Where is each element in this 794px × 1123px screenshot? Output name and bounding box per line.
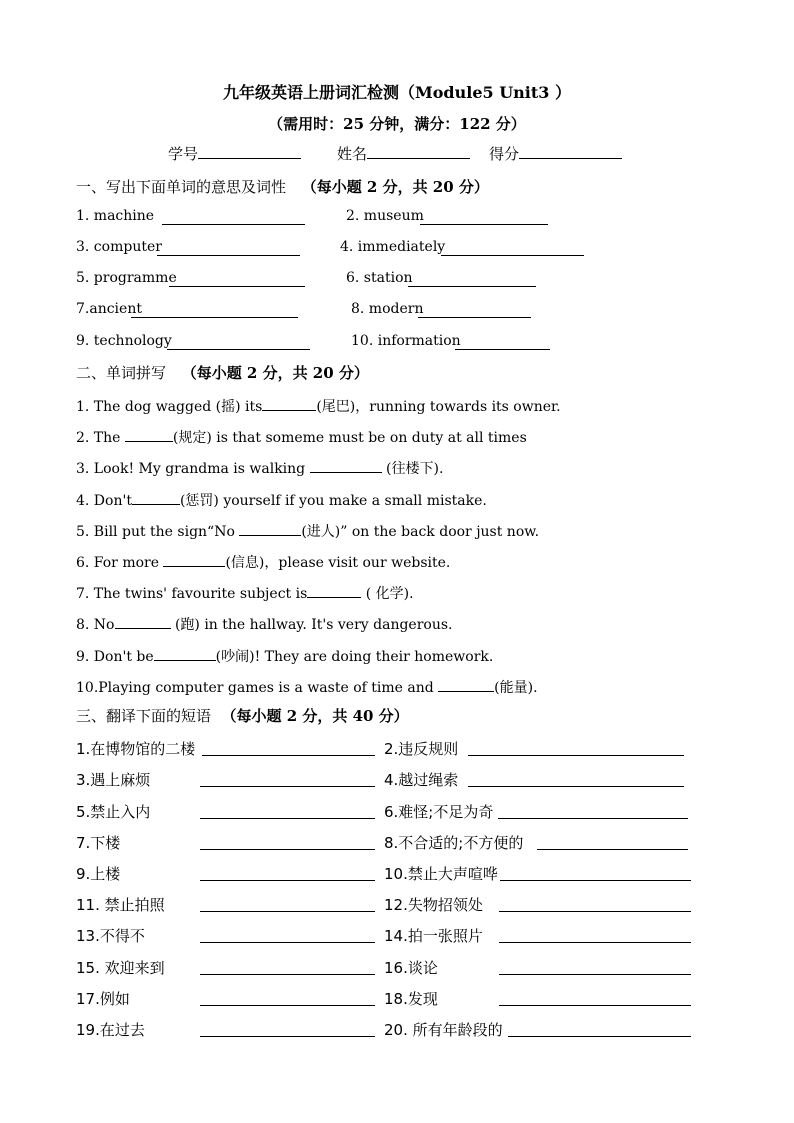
- s3-answer-blank[interactable]: [200, 1005, 375, 1006]
- s2-answer-blank[interactable]: [163, 552, 225, 567]
- s3-item-13: 13.不得不: [76, 927, 145, 945]
- s3-item-9: 9.上楼: [76, 865, 121, 883]
- s3-item-14: 14.拍一张照片: [384, 927, 483, 945]
- s2-answer-blank[interactable]: [132, 490, 180, 505]
- s1-answer-blank[interactable]: [418, 317, 531, 318]
- s3-answer-blank[interactable]: [200, 911, 375, 912]
- s2-item-10: 10.Playing computer games is a waste of time and (能量).: [76, 677, 538, 697]
- s1-item-5: 5. programme: [76, 270, 177, 286]
- s2-item-1: 1. The dog wagged (摇) its (尾巴)，running towards its owner.: [76, 396, 561, 416]
- s3-answer-blank[interactable]: [499, 942, 691, 943]
- student-id-label: 学号: [168, 145, 199, 163]
- s1-item-1: 1. machine: [76, 208, 155, 224]
- s3-item-11: 11. 禁止拍照: [76, 896, 165, 914]
- s2-answer-blank[interactable]: [125, 427, 173, 442]
- page-title: 九年级英语上册词汇检测（Module5 Unit3 ）: [223, 83, 571, 102]
- s2-answer-blank[interactable]: [310, 458, 382, 473]
- name-label: 姓名: [337, 145, 368, 163]
- s1-answer-blank[interactable]: [455, 349, 550, 350]
- s3-item-3: 3.遇上麻烦: [76, 771, 151, 789]
- s2-item-2: 2. The (规定) is that someme must be on duty at all times: [76, 427, 527, 447]
- s3-item-5: 5.禁止入内: [76, 803, 151, 821]
- s1-item-3: 3. computer: [76, 239, 162, 255]
- s2-answer-blank[interactable]: [262, 396, 316, 411]
- s1-item-4: 4. immediately: [340, 239, 446, 255]
- s3-answer-blank[interactable]: [200, 849, 375, 850]
- s3-item-2: 2.违反规则: [384, 740, 459, 758]
- s3-item-12: 12.失物招领处: [384, 896, 483, 914]
- student-id-blank[interactable]: [198, 144, 301, 159]
- section3-points: （每小题 2 分，共 40 分）: [221, 707, 409, 725]
- section1-title: 一、写出下面单词的意思及词性: [76, 178, 287, 196]
- s3-answer-blank[interactable]: [537, 849, 688, 850]
- s3-answer-blank[interactable]: [508, 1036, 691, 1037]
- s2-item-9: 9. Don't be (吵闹)! They are doing their homework.: [76, 646, 493, 666]
- s1-item-6: 6. station: [346, 270, 413, 286]
- s1-item-9: 9. technology: [76, 333, 172, 349]
- s2-item-8: 8. No (跑) in the hallway. It's very dangerous.: [76, 614, 452, 634]
- s3-answer-blank[interactable]: [200, 786, 375, 787]
- section1-heading: [76, 176, 489, 197]
- s3-answer-blank[interactable]: [500, 880, 691, 881]
- score-field[interactable]: [489, 143, 622, 164]
- s2-item-7: 7. The twins' favourite subject is ( 化学).: [76, 583, 414, 603]
- section3-heading: [76, 705, 409, 726]
- s1-item-2: 2. museum: [346, 208, 424, 224]
- name-blank[interactable]: [367, 144, 470, 159]
- s3-answer-blank[interactable]: [200, 1036, 375, 1037]
- s1-answer-blank[interactable]: [157, 255, 300, 256]
- s3-answer-blank[interactable]: [200, 818, 375, 819]
- s1-item-10: 10. information: [351, 333, 461, 349]
- s1-answer-blank[interactable]: [131, 317, 298, 318]
- s1-answer-blank[interactable]: [167, 349, 310, 350]
- s3-answer-blank[interactable]: [498, 818, 688, 819]
- s2-answer-blank[interactable]: [115, 614, 171, 629]
- s2-answer-blank[interactable]: [239, 521, 301, 536]
- page-subtitle: （需用时：25 分钟，满分：122 分）: [268, 115, 526, 133]
- s3-answer-blank[interactable]: [499, 1005, 691, 1006]
- s3-item-15: 15. 欢迎来到: [76, 959, 165, 977]
- s3-answer-blank[interactable]: [468, 786, 684, 787]
- s3-answer-blank[interactable]: [200, 942, 375, 943]
- score-blank[interactable]: [519, 144, 622, 159]
- s1-answer-blank[interactable]: [441, 255, 584, 256]
- s1-answer-blank[interactable]: [169, 286, 305, 287]
- s3-item-7: 7.下楼: [76, 834, 121, 852]
- s3-answer-blank[interactable]: [499, 911, 691, 912]
- s3-item-18: 18.发现: [384, 990, 438, 1008]
- section2-points: （每小题 2 分，共 20 分）: [181, 364, 369, 382]
- s3-answer-blank[interactable]: [200, 974, 375, 975]
- s3-answer-blank[interactable]: [200, 880, 375, 881]
- s2-item-5: 5. Bill put the sign“No (进人)” on the back door just now.: [76, 521, 539, 541]
- section3-title: 三、翻译下面的短语: [76, 707, 212, 725]
- s3-answer-blank[interactable]: [468, 755, 684, 756]
- s3-item-6: 6.难怪;不足为奇: [384, 803, 494, 821]
- s2-answer-blank[interactable]: [307, 583, 361, 598]
- s3-answer-blank[interactable]: [202, 755, 375, 756]
- score-label: 得分: [489, 145, 520, 163]
- s3-item-16: 16.谈论: [384, 959, 438, 977]
- s2-item-4: 4. Don't (惩罚) yourself if you make a small mistake.: [76, 490, 487, 510]
- s1-item-7: 7.ancient: [76, 301, 142, 317]
- name-field[interactable]: [337, 143, 470, 164]
- s2-answer-blank[interactable]: [438, 677, 494, 692]
- s2-item-3: 3. Look! My grandma is walking (往楼下).: [76, 458, 443, 478]
- s3-item-20: 20. 所有年龄段的: [384, 1021, 503, 1039]
- s3-item-10: 10.禁止大声喧哗: [384, 865, 498, 883]
- s2-answer-blank[interactable]: [154, 646, 216, 661]
- section2-heading: [76, 362, 369, 383]
- s3-item-4: 4.越过绳索: [384, 771, 459, 789]
- s3-item-17: 17.例如: [76, 990, 130, 1008]
- section2-title: 二、单词拼写: [76, 364, 167, 382]
- s3-item-19: 19.在过去: [76, 1021, 145, 1039]
- s3-item-1: 1.在博物馆的二楼: [76, 740, 196, 758]
- s3-answer-blank[interactable]: [499, 974, 691, 975]
- student-id-field[interactable]: [168, 143, 301, 164]
- s2-item-6: 6. For more (信息)，please visit our website.: [76, 552, 450, 572]
- s1-answer-blank[interactable]: [408, 286, 536, 287]
- section1-points: （每小题 2 分，共 20 分）: [301, 178, 489, 196]
- s1-answer-blank[interactable]: [420, 224, 548, 225]
- s1-answer-blank[interactable]: [162, 224, 305, 225]
- s1-item-8: 8. modern: [351, 301, 424, 317]
- s3-item-8: 8.不合适的;不方便的: [384, 834, 524, 852]
